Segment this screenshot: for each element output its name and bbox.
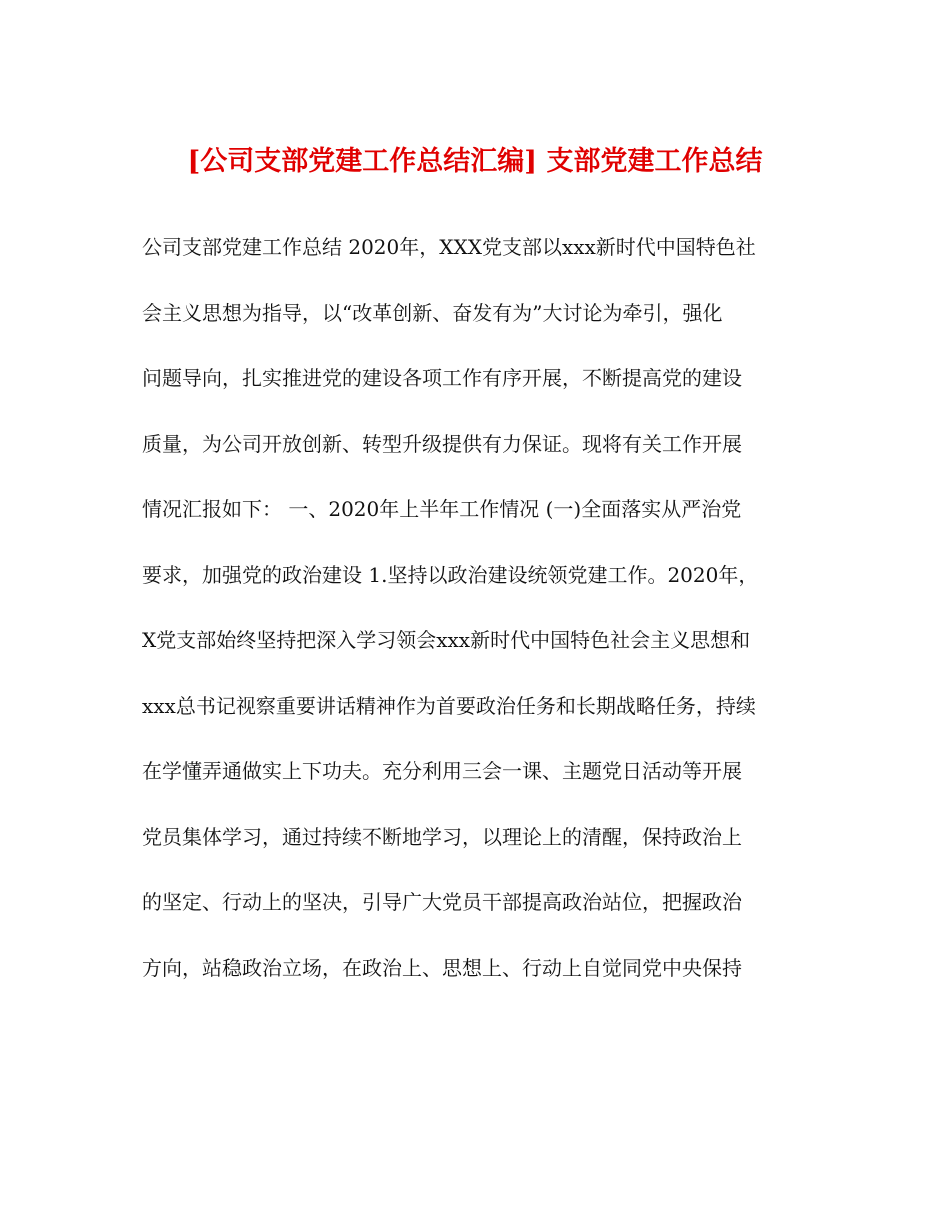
body-line: xxx总书记视察重要讲话精神作为首要政治任务和长期战略任务，持续 bbox=[142, 693, 756, 718]
body-line: 要求，加强党的政治建设 1.坚持以政治建设统领党建工作。2020年， bbox=[142, 562, 759, 587]
body-line: 情况汇报如下： 一、2020年上半年工作情况 (一)全面落实从严治党 bbox=[142, 497, 742, 521]
body-line: 质量，为公司开放创新、转型升级提供有力保证。现将有关工作开展 bbox=[142, 431, 742, 456]
body-line: 方向，站稳政治立场，在政治上、思想上、行动上自觉同党中央保持 bbox=[142, 955, 742, 980]
body-line: 公司支部党建工作总结 2020年，XXX党支部以xxx新时代中国特色社 bbox=[142, 235, 756, 259]
body-line: 党员集体学习，通过持续不断地学习，以理论上的清醒，保持政治上 bbox=[142, 824, 742, 849]
body-line: 会主义思想为指导，以“改革创新、奋发有为”大讨论为牵引，强化 bbox=[142, 300, 723, 325]
body-line: X党支部始终坚持把深入学习领会xxx新时代中国特色社会主义思想和 bbox=[142, 628, 751, 652]
body-line: 问题导向，扎实推进党的建设各项工作有序开展，不断提高党的建设 bbox=[142, 366, 742, 390]
body-line: 在学懂弄通做实上下功夫。充分利用三会一课、主题党日活动等开展 bbox=[142, 759, 742, 783]
body-line: 的坚定、行动上的坚决，引导广大党员干部提高政治站位，把握政治 bbox=[142, 890, 742, 914]
document-title: [公司支部党建工作总结汇编] 支部党建工作总结 bbox=[187, 146, 763, 177]
document-body bbox=[142, 222, 822, 1008]
